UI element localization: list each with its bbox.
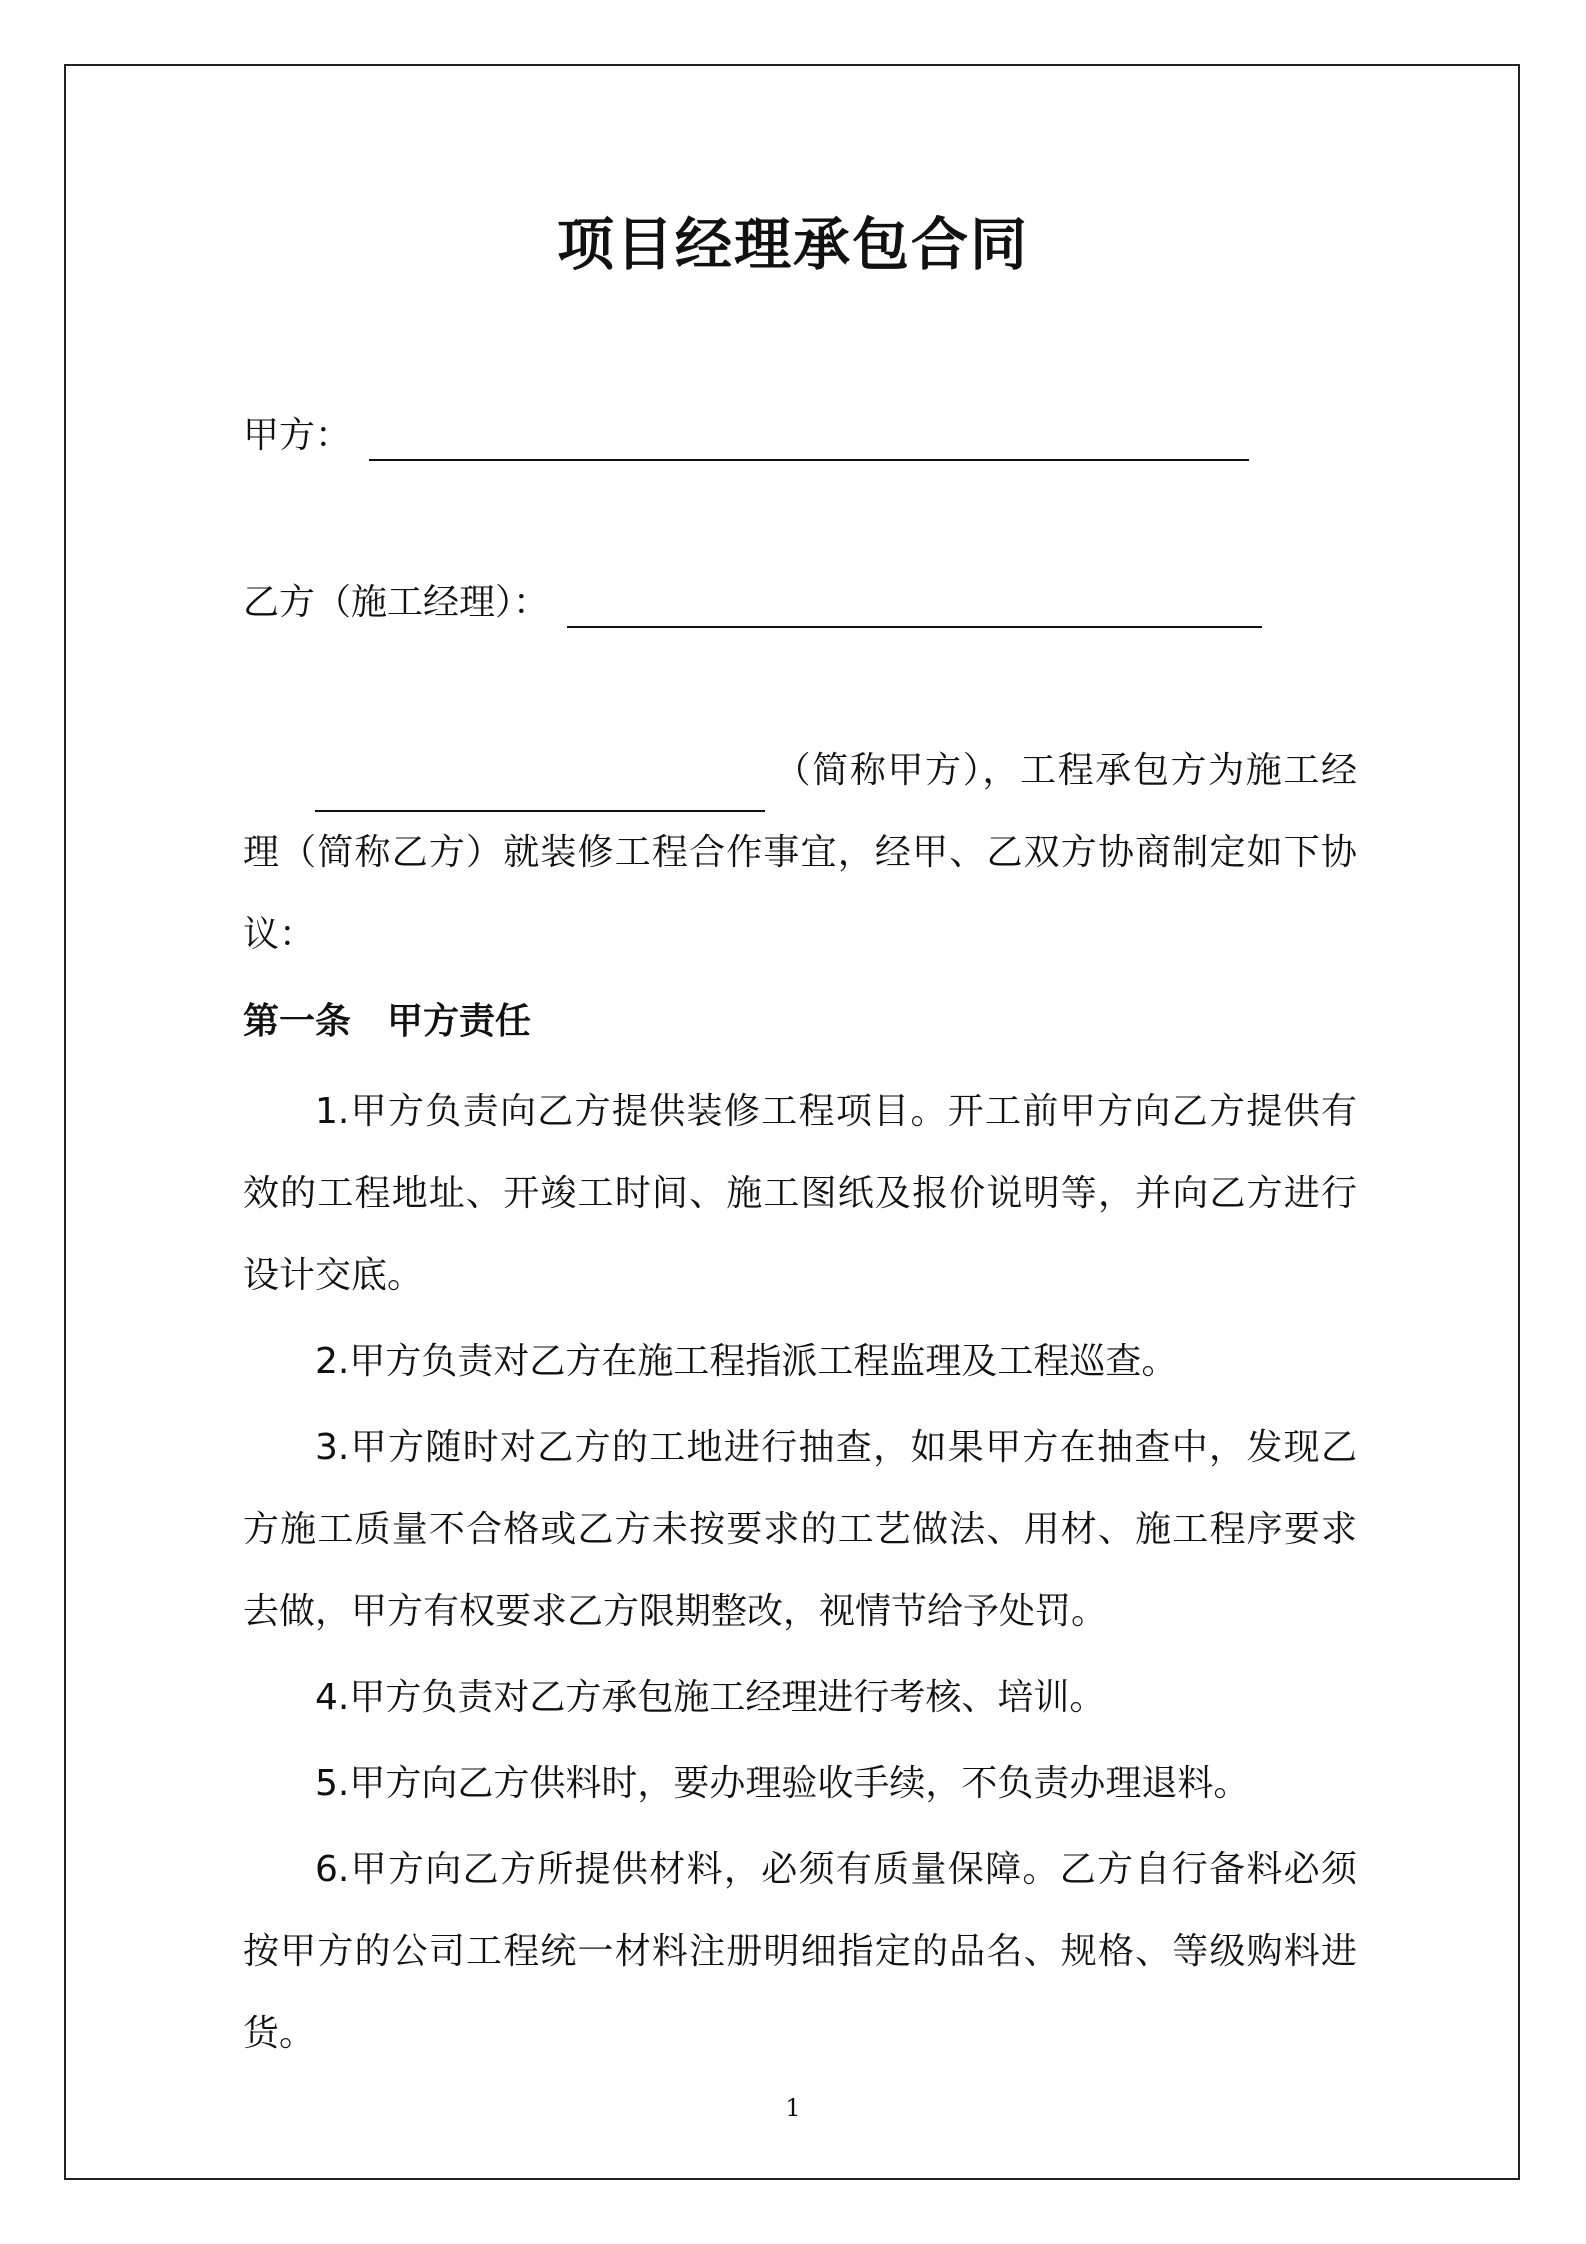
clause-1: 1.甲方负责向乙方提供装修工程项目。开工前甲方向乙方提供有效的工程地址、开竣工时间、施工图纸及报价说明等，并向乙方进行设计交底。: [243, 1091, 1357, 1296]
clause-5: 5.甲方向乙方供料时，要办理验收手续，不负责办理退料。: [315, 1763, 1250, 1804]
clause-4: 4.甲方负责对乙方承包施工经理进行考核、培训。: [315, 1677, 1106, 1718]
party-b-label: 乙方（施工经理）：: [243, 582, 550, 623]
party-a-line: [243, 411, 1249, 461]
clause-3: 3.甲方随时对乙方的工地进行抽查，如果甲方在抽查中，发现乙方施工质量不合格或乙方未按要求的工艺做法、用材、施工程序要求去做，甲方有权要求乙方限期整改，视情节给予处罚。: [243, 1427, 1357, 1632]
intro-paragraph: [243, 730, 1357, 976]
clause-2: 2.甲方负责对乙方在施工程指派工程监理及工程巡查。: [315, 1341, 1178, 1382]
party-a-label: 甲方：: [243, 415, 352, 456]
party-b-blank[interactable]: [567, 584, 1262, 628]
article-1-clauses: [243, 1071, 1357, 2079]
intro-text: （简称甲方），工程承包方为施工经理（简称乙方）就装修工程合作事宜，经甲、乙双方协商制定如下协议：: [243, 750, 1357, 955]
clause-6: 6.甲方向乙方所提供材料，必须有质量保障。乙方自行备料必须按甲方的公司工程统一材料注册明细指定的品名、规格、等级购料进货。: [243, 1849, 1357, 2054]
article-1-heading: [243, 981, 531, 1063]
party-a-blank[interactable]: [369, 417, 1249, 461]
page-number: 1: [785, 2094, 801, 2122]
article-1-number: 第一条: [243, 1001, 352, 1042]
party-b-line: [243, 578, 1262, 628]
article-1-title: 甲方责任: [387, 1001, 532, 1042]
intro-blank[interactable]: [315, 760, 765, 812]
document-title: 项目经理承包合同: [557, 212, 1029, 278]
